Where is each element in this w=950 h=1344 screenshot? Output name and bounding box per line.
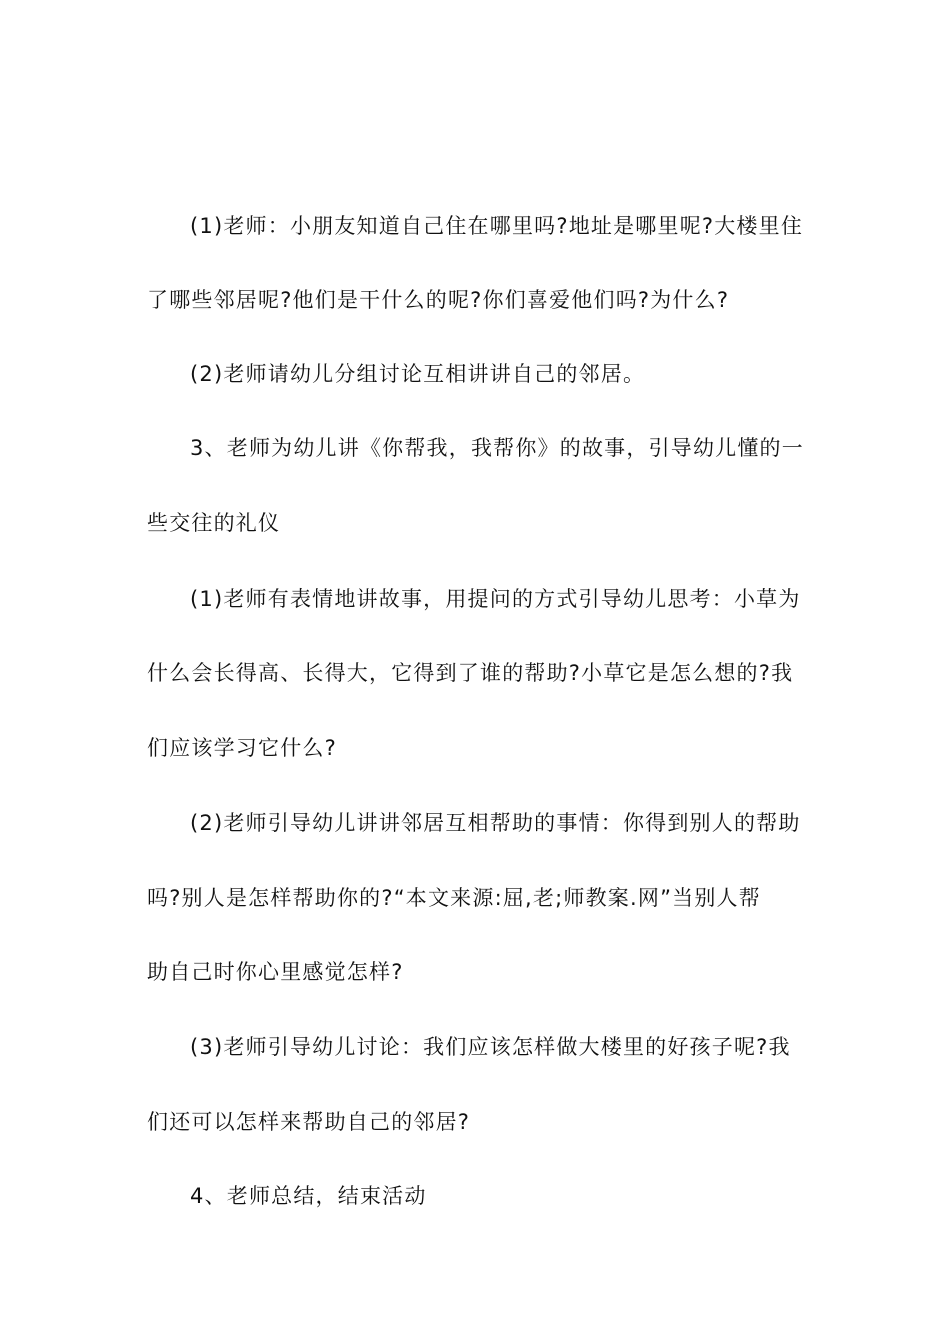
paragraph-line: 什么会长得高、长得大，它得到了谁的帮助?小草它是怎么想的?我 — [147, 661, 794, 685]
paragraph-line: 助自己时你心里感觉怎样? — [147, 960, 404, 984]
paragraph-line: (2)老师请幼儿分组讨论互相讲讲自己的邻居。 — [190, 362, 646, 386]
paragraph-line: (2)老师引导幼儿讲讲邻居互相帮助的事情：你得到别人的帮助 — [190, 811, 801, 835]
paragraph-line: 吗?别人是怎样帮助你的?“本文来源:屈,老;师教案.网”当别人帮 — [147, 886, 761, 910]
paragraph-line: (1)老师有表情地讲故事，用提问的方式引导幼儿思考：小草为 — [190, 587, 801, 611]
paragraph-line: (1)老师：小朋友知道自己住在哪里吗?地址是哪里呢?大楼里住 — [190, 214, 804, 238]
paragraph-line: (3)老师引导幼儿讨论：我们应该怎样做大楼里的好孩子呢?我 — [190, 1035, 791, 1059]
paragraph-line: 们应该学习它什么? — [147, 736, 337, 760]
paragraph-line: 们还可以怎样来帮助自己的邻居? — [147, 1110, 471, 1134]
paragraph-line: 些交往的礼仪 — [147, 511, 281, 535]
paragraph-line: 4、老师总结，结束活动 — [190, 1184, 427, 1208]
paragraph-line: 3、老师为幼儿讲《你帮我，我帮你》的故事，引导幼儿懂的一 — [190, 436, 804, 460]
paragraph-line: 了哪些邻居呢?他们是干什么的呢?你们喜爱他们吗?为什么? — [147, 288, 730, 312]
